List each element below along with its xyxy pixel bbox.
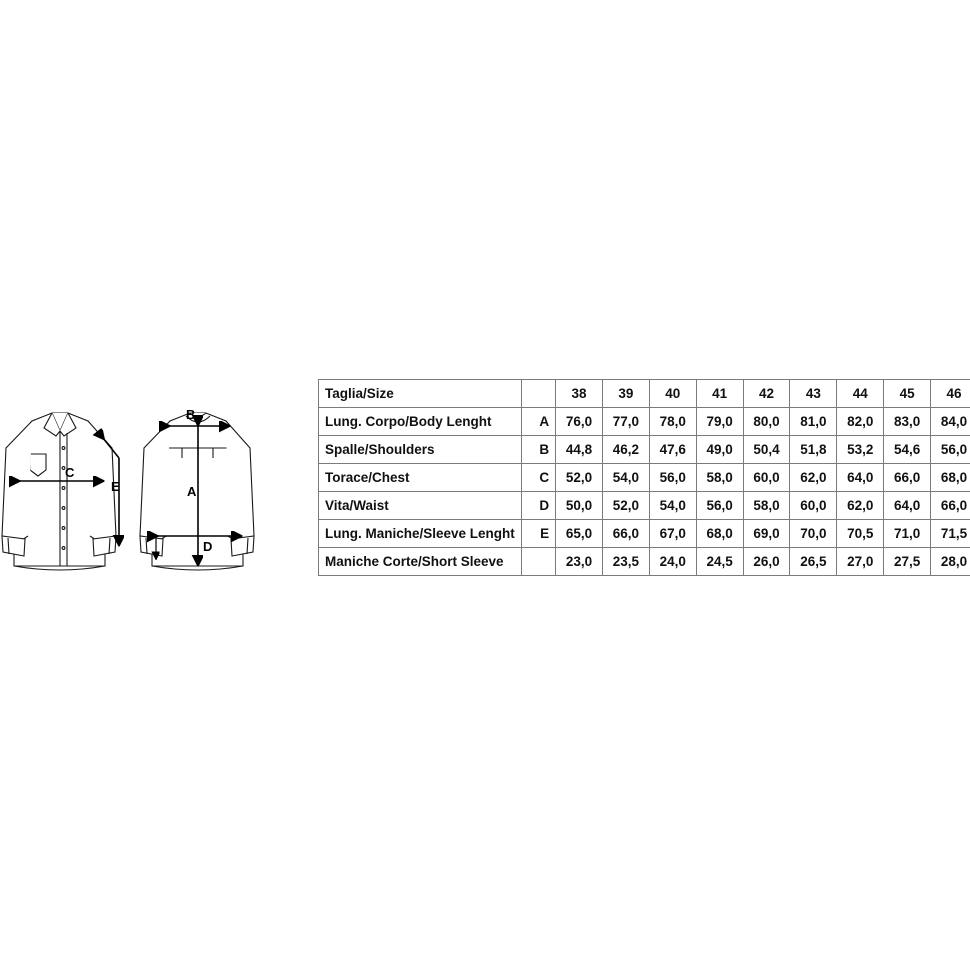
cell-shoulders-42: 50,4 [743, 436, 790, 464]
marker-e-label: E [111, 479, 120, 494]
cell-shoulders-45: 54,6 [884, 436, 931, 464]
row-key-body-length: A [521, 408, 555, 436]
cell-waist-43: 60,0 [790, 492, 837, 520]
header-size-45: 45 [884, 380, 931, 408]
cell-chest-42: 60,0 [743, 464, 790, 492]
cell-sleeve-length-39: 66,0 [602, 520, 649, 548]
cell-chest-44: 64,0 [837, 464, 884, 492]
cell-short-sleeve-45: 27,5 [884, 548, 931, 576]
cell-short-sleeve-41: 24,5 [696, 548, 743, 576]
cell-waist-46: 66,0 [931, 492, 970, 520]
cell-chest-41: 58,0 [696, 464, 743, 492]
cell-body-length-45: 83,0 [884, 408, 931, 436]
cell-chest-39: 54,0 [602, 464, 649, 492]
cell-body-length-44: 82,0 [837, 408, 884, 436]
cell-waist-45: 64,0 [884, 492, 931, 520]
table-row [319, 548, 970, 576]
row-label-chest: Torace/Chest [319, 464, 522, 492]
header-size-40: 40 [649, 380, 696, 408]
row-key-short-sleeve [521, 548, 555, 576]
row-label-shoulders: Spalle/Shoulders [319, 436, 522, 464]
header-size-44: 44 [837, 380, 884, 408]
row-key-shoulders: B [521, 436, 555, 464]
cell-waist-41: 56,0 [696, 492, 743, 520]
row-key-sleeve-length: E [521, 520, 555, 548]
cell-body-length-41: 79,0 [696, 408, 743, 436]
table-row [319, 492, 970, 520]
cell-shoulders-46: 56,0 [931, 436, 970, 464]
cell-sleeve-length-43: 70,0 [790, 520, 837, 548]
table-row [319, 464, 970, 492]
cell-shoulders-40: 47,6 [649, 436, 696, 464]
cell-waist-42: 58,0 [743, 492, 790, 520]
marker-d-label: D [203, 539, 213, 554]
marker-b-label: B [186, 407, 196, 422]
cell-shoulders-43: 51,8 [790, 436, 837, 464]
cell-waist-38: 50,0 [556, 492, 603, 520]
row-key-waist: D [521, 492, 555, 520]
cell-shoulders-44: 53,2 [837, 436, 884, 464]
cell-sleeve-length-40: 67,0 [649, 520, 696, 548]
cell-short-sleeve-38: 23,0 [556, 548, 603, 576]
cell-shoulders-38: 44,8 [556, 436, 603, 464]
row-label-short-sleeve: Maniche Corte/Short Sleeve [319, 548, 522, 576]
cell-body-length-39: 77,0 [602, 408, 649, 436]
cell-body-length-43: 81,0 [790, 408, 837, 436]
cell-sleeve-length-45: 71,0 [884, 520, 931, 548]
header-size-42: 42 [743, 380, 790, 408]
row-label-body-length: Lung. Corpo/Body Lenght [319, 408, 522, 436]
shirt-measurement-illustration [0, 386, 300, 591]
table-row [319, 408, 970, 436]
header-size-41: 41 [696, 380, 743, 408]
table-header-row [319, 380, 970, 408]
cell-chest-38: 52,0 [556, 464, 603, 492]
cell-body-length-42: 80,0 [743, 408, 790, 436]
row-label-waist: Vita/Waist [319, 492, 522, 520]
table-row [319, 436, 970, 464]
header-key-cell [521, 380, 555, 408]
marker-c-label: C [65, 465, 75, 480]
cell-short-sleeve-40: 24,0 [649, 548, 696, 576]
cell-short-sleeve-39: 23,5 [602, 548, 649, 576]
front-shirt-drawing [2, 413, 116, 570]
header-size-46: 46 [931, 380, 970, 408]
cell-waist-39: 52,0 [602, 492, 649, 520]
size-chart-table [318, 379, 970, 576]
row-key-chest: C [521, 464, 555, 492]
cell-sleeve-length-41: 68,0 [696, 520, 743, 548]
header-size-43: 43 [790, 380, 837, 408]
cell-body-length-40: 78,0 [649, 408, 696, 436]
header-size-38: 38 [556, 380, 603, 408]
back-shirt-drawing [140, 413, 254, 570]
cell-waist-44: 62,0 [837, 492, 884, 520]
cell-sleeve-length-42: 69,0 [743, 520, 790, 548]
header-size-39: 39 [602, 380, 649, 408]
cell-body-length-38: 76,0 [556, 408, 603, 436]
cell-short-sleeve-46: 28,0 [931, 548, 970, 576]
cell-sleeve-length-38: 65,0 [556, 520, 603, 548]
cell-waist-40: 54,0 [649, 492, 696, 520]
cell-short-sleeve-44: 27,0 [837, 548, 884, 576]
cell-short-sleeve-43: 26,5 [790, 548, 837, 576]
header-label-cell: Taglia/Size [319, 380, 522, 408]
row-label-sleeve-length: Lung. Maniche/Sleeve Lenght [319, 520, 522, 548]
cell-sleeve-length-44: 70,5 [837, 520, 884, 548]
cell-chest-45: 66,0 [884, 464, 931, 492]
cell-chest-43: 62,0 [790, 464, 837, 492]
cell-chest-46: 68,0 [931, 464, 970, 492]
marker-a-label: A [187, 484, 197, 499]
cell-sleeve-length-46: 71,5 [931, 520, 970, 548]
size-chart-container [318, 379, 970, 576]
cell-shoulders-41: 49,0 [696, 436, 743, 464]
cell-short-sleeve-42: 26,0 [743, 548, 790, 576]
cell-chest-40: 56,0 [649, 464, 696, 492]
table-row [319, 520, 970, 548]
cell-body-length-46: 84,0 [931, 408, 970, 436]
cell-shoulders-39: 46,2 [602, 436, 649, 464]
